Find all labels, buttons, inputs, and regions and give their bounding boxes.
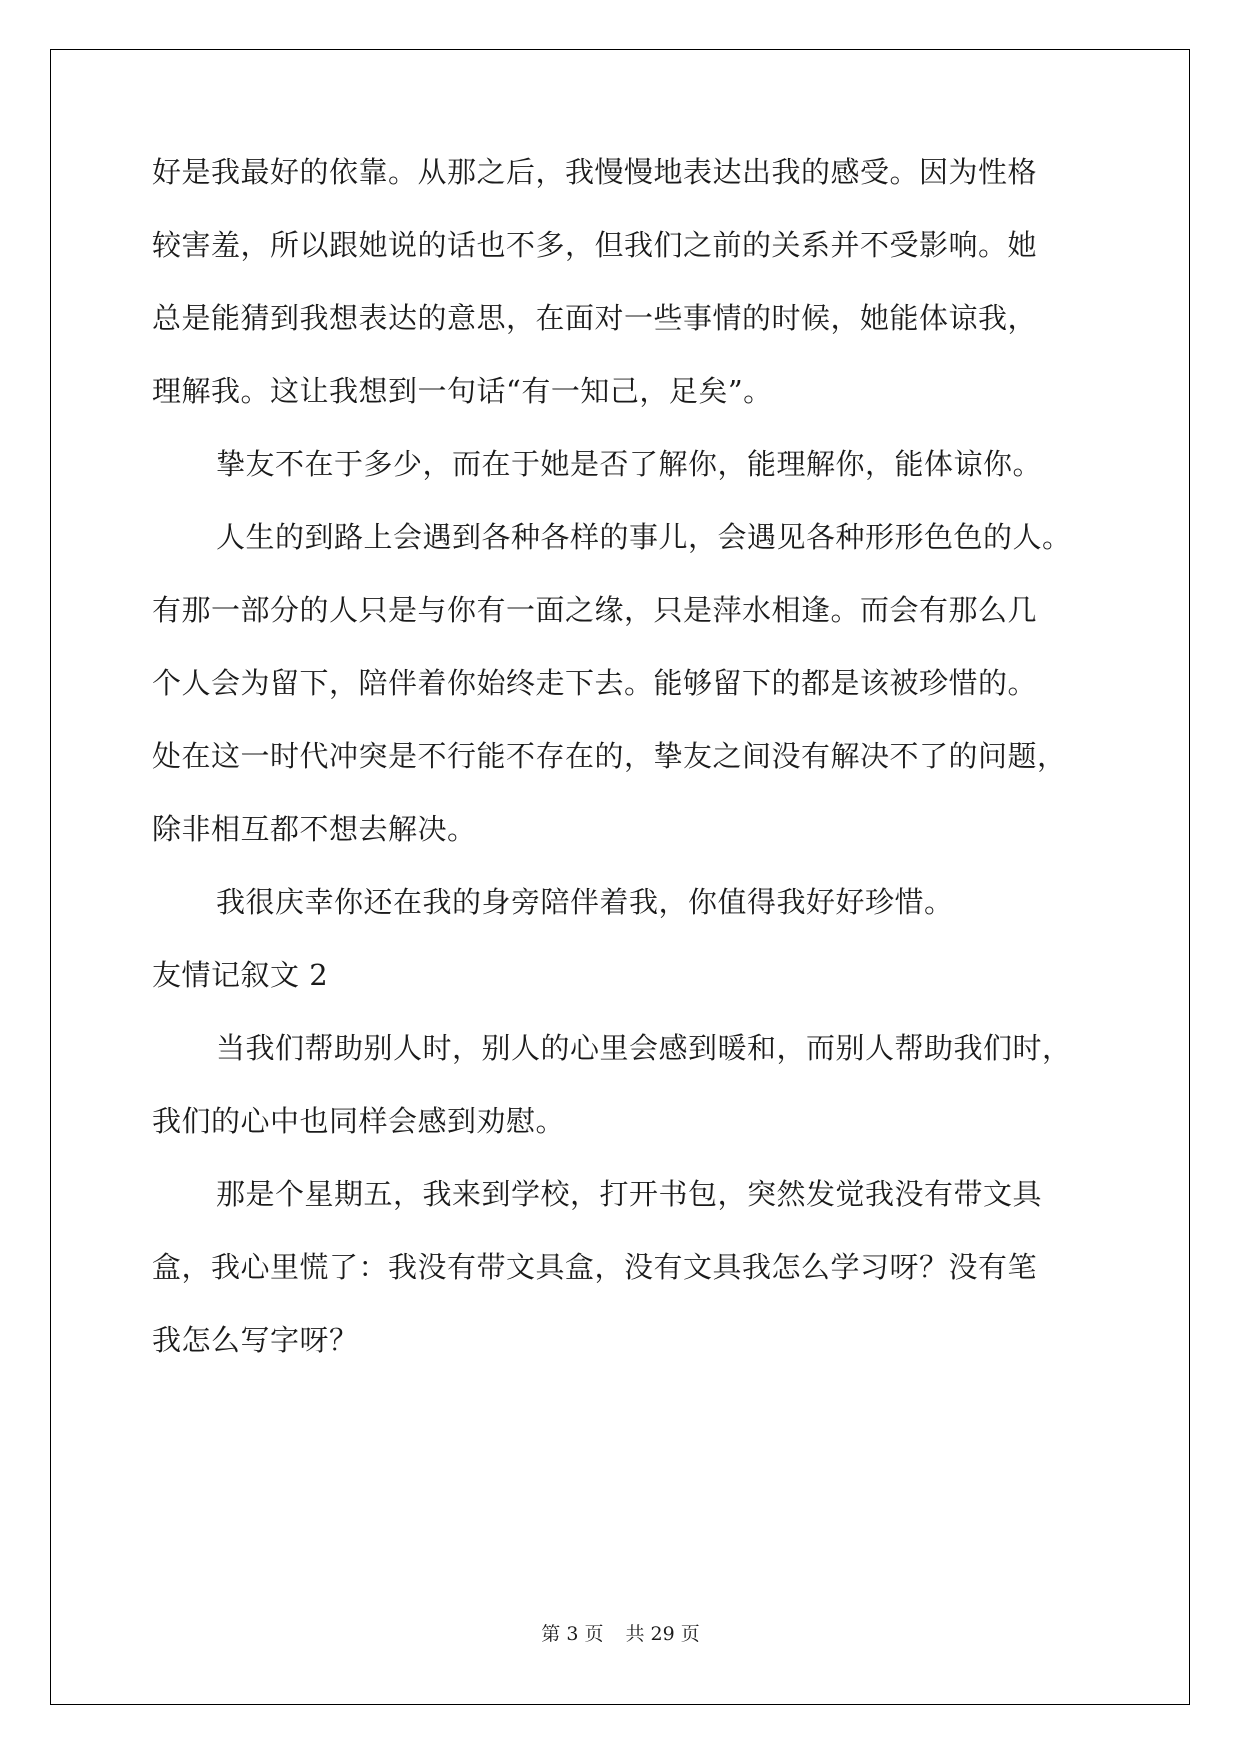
paragraph-first-line: 那是个星期五，我来到学校，打开书包，突然发觉我没有带文具 [216, 1177, 1043, 1211]
text-line: 我怎么写字呀？ [152, 1323, 359, 1357]
text-line: 总是能猜到我想表达的意思，在面对一些事情的时候，她能体谅我， [152, 301, 1038, 335]
page-number-current: 第 3 页 [541, 1623, 604, 1645]
text-line: 理解我。这让我想到一句话“有一知己，足矣”。 [152, 374, 773, 408]
paragraph-first-line: 我很庆幸你还在我的身旁陪伴着我，你值得我好好珍惜。 [216, 885, 954, 919]
text-line: 处在这一时代冲突是不行能不存在的，挚友之间没有解决不了的问题， [152, 739, 1067, 773]
section-heading: 友情记叙文 2 [152, 958, 329, 992]
text-line: 好是我最好的依靠。从那之后，我慢慢地表达出我的感受。因为性格 [152, 155, 1038, 189]
text-line: 我们的心中也同样会感到劝慰。 [152, 1104, 566, 1138]
text-line: 个人会为留下，陪伴着你始终走下去。能够留下的都是该被珍惜的。 [152, 666, 1038, 700]
text-line: 较害羞，所以跟她说的话也不多，但我们之前的关系并不受影响。她 [152, 228, 1038, 262]
paragraph-first-line: 人生的到路上会遇到各种各样的事儿，会遇见各种形形色色的人。 [216, 520, 1072, 554]
text-line: 盒，我心里慌了：我没有带文具盒，没有文具我怎么学习呀？没有笔 [152, 1250, 1038, 1284]
page-number-total: 共 29 页 [625, 1623, 700, 1645]
paragraph-first-line: 当我们帮助别人时，别人的心里会感到暖和，而别人帮助我们时， [216, 1031, 1072, 1065]
page-footer [0, 1622, 1241, 1646]
paragraph-first-line: 挚友不在于多少，而在于她是否了解你，能理解你，能体谅你。 [216, 447, 1043, 481]
text-line: 有那一部分的人只是与你有一面之缘，只是萍水相逢。而会有那么几 [152, 593, 1038, 627]
text-line: 除非相互都不想去解决。 [152, 812, 477, 846]
